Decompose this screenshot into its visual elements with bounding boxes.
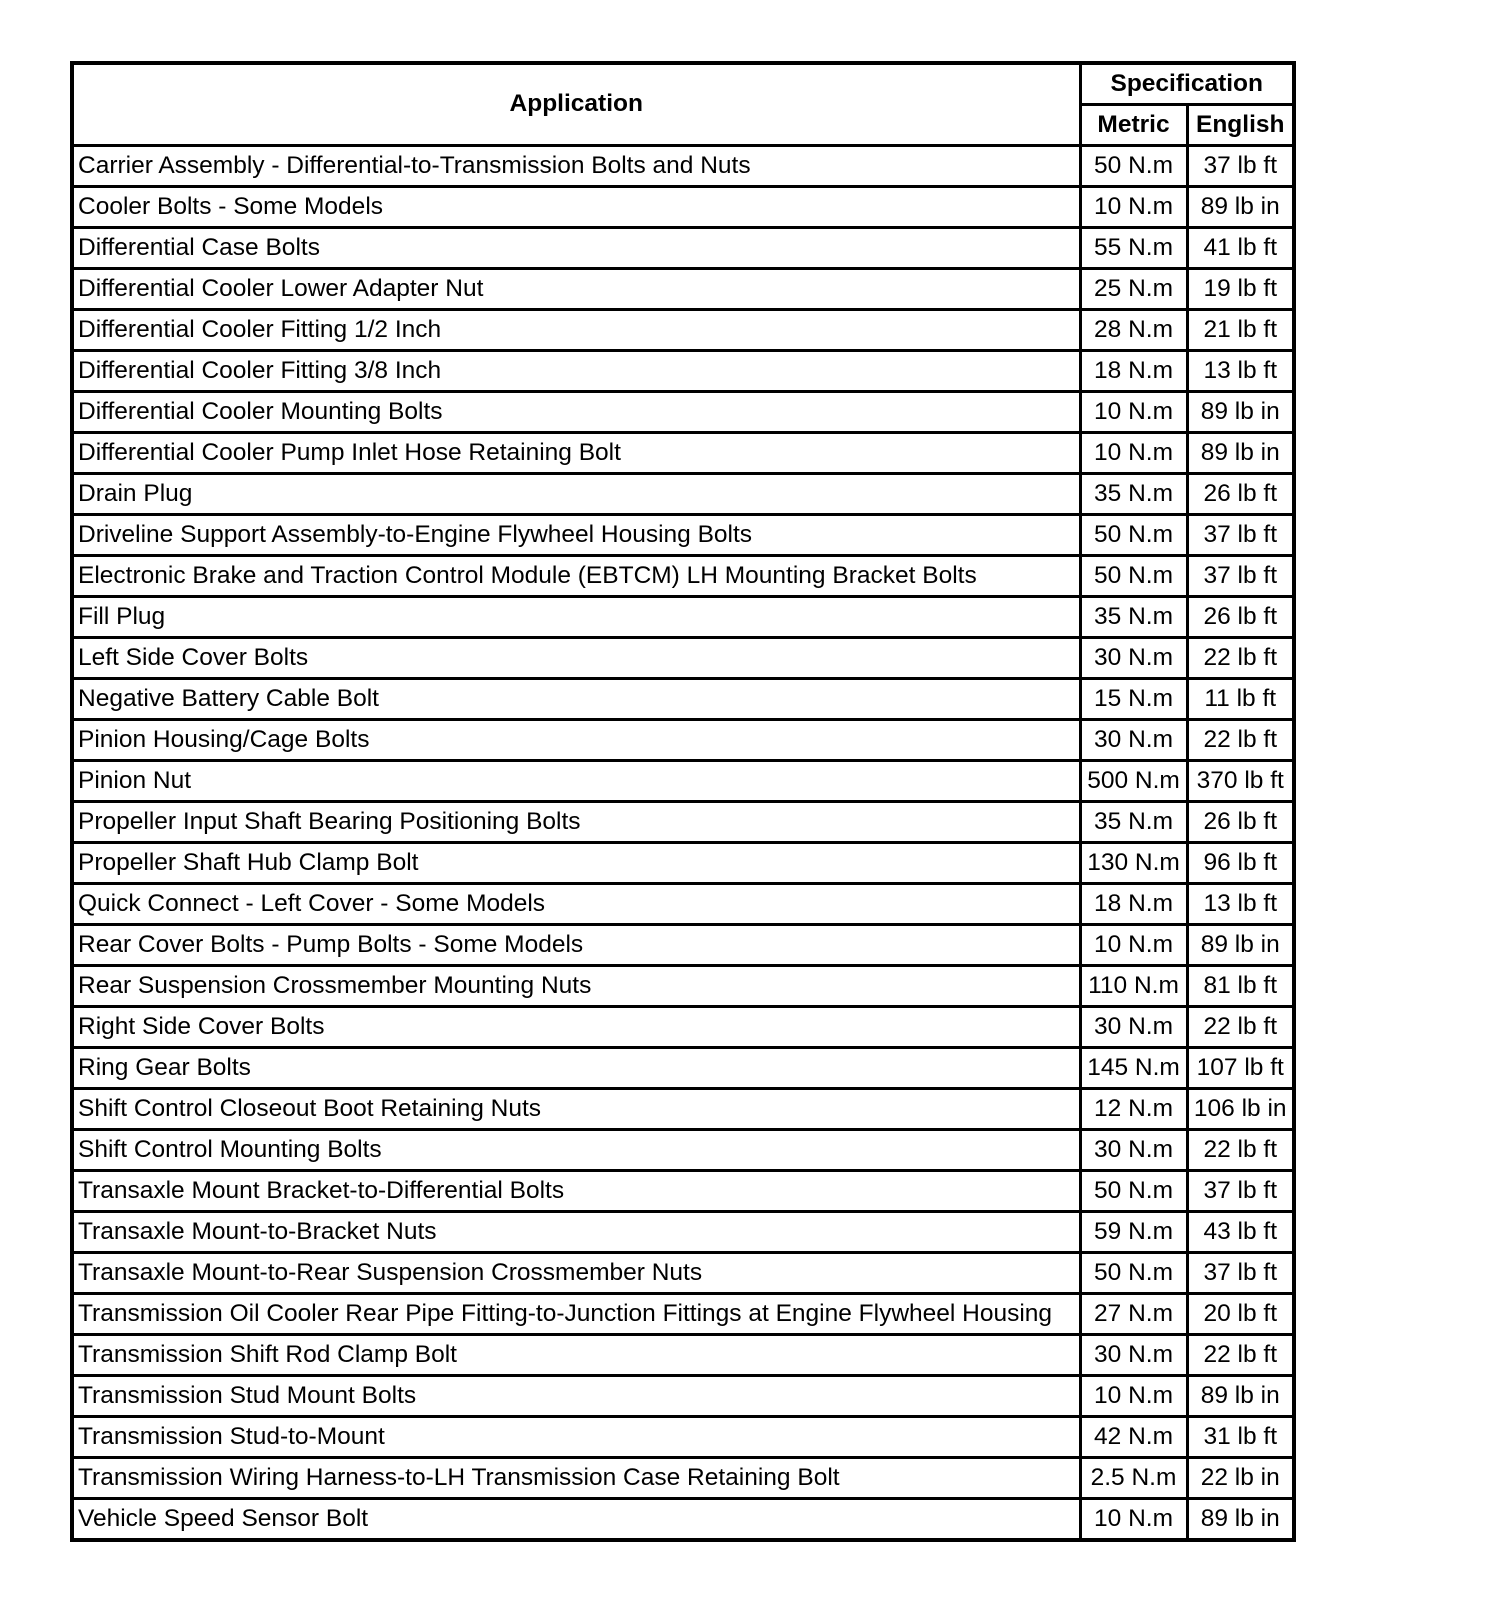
application-cell: Cooler Bolts - Some Models: [72, 187, 1080, 228]
english-cell: 37 lb ft: [1187, 1171, 1294, 1212]
metric-cell: 50 N.m: [1080, 146, 1187, 187]
table-row: [72, 1458, 1294, 1499]
metric-cell: 50 N.m: [1080, 556, 1187, 597]
application-cell: Negative Battery Cable Bolt: [72, 679, 1080, 720]
application-cell: Transmission Oil Cooler Rear Pipe Fitting-to-Junction Fittings at Engine Flywheel Housing: [72, 1294, 1080, 1335]
english-cell: 31 lb ft: [1187, 1417, 1294, 1458]
application-cell: Left Side Cover Bolts: [72, 638, 1080, 679]
application-cell: Rear Cover Bolts - Pump Bolts - Some Models: [72, 925, 1080, 966]
table-row: [72, 228, 1294, 269]
torque-specification-table: [70, 61, 1296, 1542]
application-cell: Differential Case Bolts: [72, 228, 1080, 269]
metric-cell: 15 N.m: [1080, 679, 1187, 720]
table-row: [72, 802, 1294, 843]
table-row: [72, 1417, 1294, 1458]
table-row: [72, 1130, 1294, 1171]
application-cell: Vehicle Speed Sensor Bolt: [72, 1499, 1080, 1541]
application-cell: Transmission Wiring Harness-to-LH Transmission Case Retaining Bolt: [72, 1458, 1080, 1499]
table-row: [72, 351, 1294, 392]
metric-cell: 50 N.m: [1080, 1171, 1187, 1212]
table-row: [72, 474, 1294, 515]
english-cell: 37 lb ft: [1187, 1253, 1294, 1294]
metric-cell: 55 N.m: [1080, 228, 1187, 269]
table-row: [72, 925, 1294, 966]
metric-cell: 145 N.m: [1080, 1048, 1187, 1089]
english-cell: 89 lb in: [1187, 433, 1294, 474]
table-row: [72, 1335, 1294, 1376]
english-cell: 20 lb ft: [1187, 1294, 1294, 1335]
metric-cell: 27 N.m: [1080, 1294, 1187, 1335]
english-cell: 106 lb in: [1187, 1089, 1294, 1130]
application-cell: Transaxle Mount-to-Rear Suspension Crossmember Nuts: [72, 1253, 1080, 1294]
english-cell: 22 lb in: [1187, 1458, 1294, 1499]
metric-cell: 42 N.m: [1080, 1417, 1187, 1458]
application-cell: Driveline Support Assembly-to-Engine Flywheel Housing Bolts: [72, 515, 1080, 556]
application-cell: Differential Cooler Fitting 1/2 Inch: [72, 310, 1080, 351]
table-row: [72, 433, 1294, 474]
table-row: [72, 1253, 1294, 1294]
application-cell: Pinion Nut: [72, 761, 1080, 802]
metric-cell: 10 N.m: [1080, 433, 1187, 474]
table-row: [72, 392, 1294, 433]
application-cell: Quick Connect - Left Cover - Some Models: [72, 884, 1080, 925]
english-cell: 26 lb ft: [1187, 474, 1294, 515]
metric-cell: 50 N.m: [1080, 515, 1187, 556]
application-cell: Differential Cooler Lower Adapter Nut: [72, 269, 1080, 310]
metric-cell: 35 N.m: [1080, 474, 1187, 515]
english-cell: 21 lb ft: [1187, 310, 1294, 351]
table-row: [72, 1212, 1294, 1253]
metric-cell: 35 N.m: [1080, 802, 1187, 843]
table-body: [72, 146, 1294, 1541]
table-row: [72, 1048, 1294, 1089]
table-row: [72, 720, 1294, 761]
metric-cell: 12 N.m: [1080, 1089, 1187, 1130]
application-cell: Rear Suspension Crossmember Mounting Nuts: [72, 966, 1080, 1007]
english-cell: 22 lb ft: [1187, 638, 1294, 679]
metric-cell: 130 N.m: [1080, 843, 1187, 884]
english-cell: 11 lb ft: [1187, 679, 1294, 720]
table-row: [72, 1089, 1294, 1130]
application-cell: Propeller Input Shaft Bearing Positioning Bolts: [72, 802, 1080, 843]
application-cell: Shift Control Closeout Boot Retaining Nuts: [72, 1089, 1080, 1130]
metric-cell: 35 N.m: [1080, 597, 1187, 638]
metric-cell: 10 N.m: [1080, 187, 1187, 228]
application-cell: Transaxle Mount-to-Bracket Nuts: [72, 1212, 1080, 1253]
metric-cell: 30 N.m: [1080, 720, 1187, 761]
metric-cell: 30 N.m: [1080, 1007, 1187, 1048]
english-column-header: English: [1187, 105, 1294, 146]
table-row: [72, 679, 1294, 720]
english-cell: 22 lb ft: [1187, 1130, 1294, 1171]
metric-cell: 18 N.m: [1080, 884, 1187, 925]
table-row: [72, 597, 1294, 638]
application-cell: Propeller Shaft Hub Clamp Bolt: [72, 843, 1080, 884]
english-cell: 19 lb ft: [1187, 269, 1294, 310]
english-cell: 81 lb ft: [1187, 966, 1294, 1007]
english-cell: 22 lb ft: [1187, 1335, 1294, 1376]
metric-column-header: Metric: [1080, 105, 1187, 146]
application-cell: Right Side Cover Bolts: [72, 1007, 1080, 1048]
application-cell: Transmission Shift Rod Clamp Bolt: [72, 1335, 1080, 1376]
table-row: [72, 310, 1294, 351]
english-cell: 107 lb ft: [1187, 1048, 1294, 1089]
metric-cell: 25 N.m: [1080, 269, 1187, 310]
metric-cell: 110 N.m: [1080, 966, 1187, 1007]
english-cell: 96 lb ft: [1187, 843, 1294, 884]
application-cell: Carrier Assembly - Differential-to-Transmission Bolts and Nuts: [72, 146, 1080, 187]
application-column-header: Application: [72, 63, 1080, 146]
application-cell: Drain Plug: [72, 474, 1080, 515]
specification-group-header: Specification: [1080, 63, 1294, 105]
english-cell: 26 lb ft: [1187, 802, 1294, 843]
english-cell: 89 lb in: [1187, 392, 1294, 433]
table-row: [72, 1294, 1294, 1335]
table-row: [72, 1007, 1294, 1048]
metric-cell: 10 N.m: [1080, 925, 1187, 966]
english-cell: 22 lb ft: [1187, 720, 1294, 761]
metric-cell: 30 N.m: [1080, 638, 1187, 679]
table-row: [72, 843, 1294, 884]
metric-cell: 18 N.m: [1080, 351, 1187, 392]
english-cell: 26 lb ft: [1187, 597, 1294, 638]
table-row: [72, 966, 1294, 1007]
english-cell: 41 lb ft: [1187, 228, 1294, 269]
application-cell: Differential Cooler Fitting 3/8 Inch: [72, 351, 1080, 392]
table-row: [72, 884, 1294, 925]
metric-cell: 30 N.m: [1080, 1130, 1187, 1171]
english-cell: 89 lb in: [1187, 187, 1294, 228]
english-cell: 370 lb ft: [1187, 761, 1294, 802]
application-cell: Transmission Stud-to-Mount: [72, 1417, 1080, 1458]
english-cell: 13 lb ft: [1187, 884, 1294, 925]
english-cell: 37 lb ft: [1187, 556, 1294, 597]
header-row-top: [72, 63, 1294, 105]
metric-cell: 59 N.m: [1080, 1212, 1187, 1253]
english-cell: 89 lb in: [1187, 1499, 1294, 1541]
table-row: [72, 515, 1294, 556]
table-row: [72, 556, 1294, 597]
table-row: [72, 187, 1294, 228]
english-cell: 43 lb ft: [1187, 1212, 1294, 1253]
metric-cell: 30 N.m: [1080, 1335, 1187, 1376]
table-row: [72, 1376, 1294, 1417]
table-row: [72, 761, 1294, 802]
application-cell: Ring Gear Bolts: [72, 1048, 1080, 1089]
metric-cell: 10 N.m: [1080, 1499, 1187, 1541]
english-cell: 13 lb ft: [1187, 351, 1294, 392]
table-header: [72, 63, 1294, 146]
table-row: [72, 146, 1294, 187]
english-cell: 89 lb in: [1187, 1376, 1294, 1417]
application-cell: Electronic Brake and Traction Control Module (EBTCM) LH Mounting Bracket Bolts: [72, 556, 1080, 597]
table-row: [72, 269, 1294, 310]
metric-cell: 10 N.m: [1080, 392, 1187, 433]
english-cell: 89 lb in: [1187, 925, 1294, 966]
metric-cell: 10 N.m: [1080, 1376, 1187, 1417]
table-row: [72, 638, 1294, 679]
english-cell: 37 lb ft: [1187, 146, 1294, 187]
metric-cell: 28 N.m: [1080, 310, 1187, 351]
application-cell: Differential Cooler Mounting Bolts: [72, 392, 1080, 433]
metric-cell: 2.5 N.m: [1080, 1458, 1187, 1499]
metric-cell: 500 N.m: [1080, 761, 1187, 802]
english-cell: 22 lb ft: [1187, 1007, 1294, 1048]
table-row: [72, 1171, 1294, 1212]
application-cell: Transaxle Mount Bracket-to-Differential Bolts: [72, 1171, 1080, 1212]
table-row: [72, 1499, 1294, 1541]
english-cell: 37 lb ft: [1187, 515, 1294, 556]
application-cell: Differential Cooler Pump Inlet Hose Retaining Bolt: [72, 433, 1080, 474]
metric-cell: 50 N.m: [1080, 1253, 1187, 1294]
application-cell: Fill Plug: [72, 597, 1080, 638]
application-cell: Transmission Stud Mount Bolts: [72, 1376, 1080, 1417]
application-cell: Pinion Housing/Cage Bolts: [72, 720, 1080, 761]
application-cell: Shift Control Mounting Bolts: [72, 1130, 1080, 1171]
